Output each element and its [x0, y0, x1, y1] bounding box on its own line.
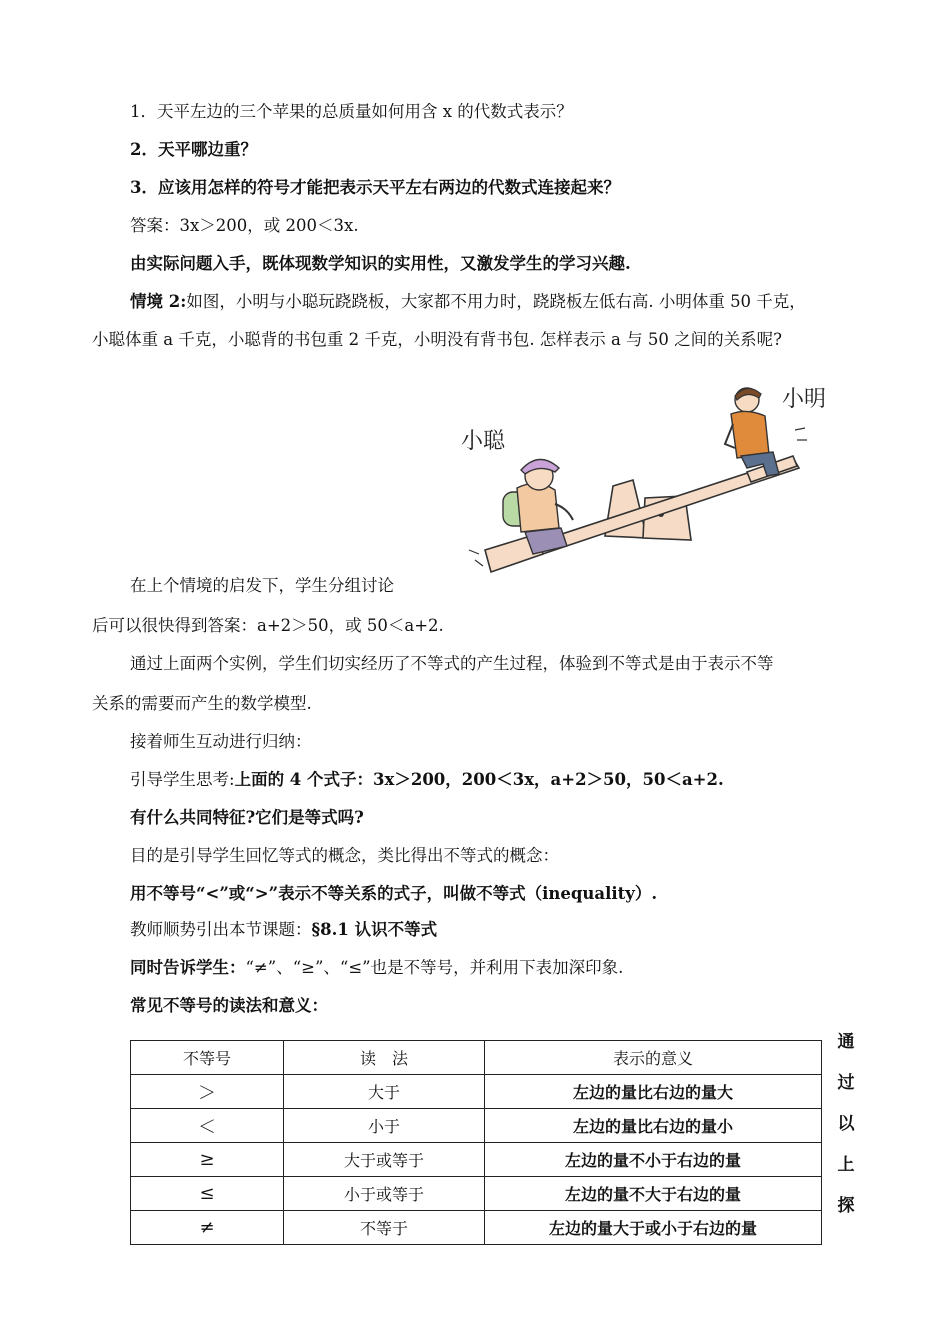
scenario-2-line-2: 小聪体重 a 千克，小聪背的书包重 2 千克，小明没有背书包. 怎样表示 a 与 50 之间的关系呢? — [92, 330, 782, 349]
discussion-line-2: 后可以很快得到答案：a+2＞50，或 50＜a+2. — [92, 616, 444, 635]
side-char: 通 — [837, 1032, 855, 1052]
table-header-symbol: 不等号 — [131, 1041, 284, 1075]
summary-line-1: 通过上面两个实例，学生们切实经历了不等式的产生过程，体验到不等式是由于表示不等 — [130, 654, 774, 673]
seesaw-illustration — [455, 378, 850, 578]
scenario-2-label: 情境 2: — [130, 292, 187, 311]
inequality-table — [130, 1040, 822, 1245]
table-row — [131, 1075, 822, 1109]
topic-prefix: 教师顺势引出本节课题： — [130, 920, 312, 939]
table-title: 常见不等号的读法和意义： — [130, 996, 328, 1015]
purpose-line: 目的是引导学生回忆等式的概念，类比得出不等式的概念： — [130, 846, 559, 865]
table-cell-symbol: ＜ — [131, 1109, 284, 1143]
side-char: 探 — [837, 1196, 855, 1216]
table-cell-meaning: 左边的量比右边的量大 — [485, 1075, 822, 1109]
table-row — [131, 1177, 822, 1211]
definition-line: 用不等号“<”或“>”表示不等关系的式子，叫做不等式（inequality）. — [130, 884, 658, 903]
tell-line — [130, 956, 623, 980]
table-cell-meaning: 左边的量不大于右边的量 — [485, 1177, 822, 1211]
table-cell-symbol: ≤ — [131, 1177, 284, 1211]
common-question: 有什么共同特征?它们是等式吗? — [130, 808, 364, 827]
guide-expressions: 上面的 4 个式子：3x＞200，200＜3x，a+2＞50，50＜a+2. — [234, 770, 724, 789]
scenario-2-text-1: 如图，小明与小聪玩跷跷板，大家都不用力时，跷跷板左低右高. 小明体重 50 千克， — [186, 292, 806, 311]
question-3: 3．应该用怎样的符号才能把表示天平左右两边的代数式连接起来？ — [130, 178, 620, 197]
induce-line: 接着师生互动进行归纳： — [130, 732, 312, 751]
scenario-2-line-1 — [130, 290, 806, 314]
remark-1: 由实际问题入手，既体现数学知识的实用性，又激发学生的学习兴趣. — [130, 254, 631, 273]
side-char: 以 — [837, 1114, 855, 1134]
tell-prefix: 同时告诉学生： — [130, 958, 246, 977]
side-vertical-text — [834, 1030, 858, 1235]
answer-1: 答案：3x＞200，或 200＜3x. — [130, 216, 359, 235]
table-header-reading: 读 法 — [284, 1041, 485, 1075]
table-row — [131, 1143, 822, 1177]
table-cell-reading: 大于或等于 — [284, 1143, 485, 1177]
summary-line-2: 关系的需要而产生的数学模型. — [92, 694, 312, 713]
discussion-line-1: 在上个情境的启发下，学生分组讨论 — [130, 576, 394, 595]
side-char: 过 — [837, 1073, 855, 1093]
table-cell-meaning: 左边的量大于或小于右边的量 — [485, 1211, 822, 1245]
table-cell-symbol: ＞ — [131, 1075, 284, 1109]
label-xiaocong: 小聪 — [461, 429, 506, 454]
label-xiaoming: 小明 — [782, 387, 827, 412]
table-cell-symbol: ≥ — [131, 1143, 284, 1177]
guide-line — [130, 768, 724, 792]
table-cell-reading: 小于或等于 — [284, 1177, 485, 1211]
tell-rest: “≠”、“≥”、“≤”也是不等号，并利用下表加深印象. — [245, 958, 624, 977]
side-char: 上 — [837, 1155, 855, 1175]
topic-title: §8.1 认识不等式 — [311, 920, 438, 939]
table-cell-reading: 不等于 — [284, 1211, 485, 1245]
guide-prefix: 引导学生思考: — [130, 770, 235, 789]
question-2: 2．天平哪边重？ — [130, 140, 257, 159]
table-row — [131, 1109, 822, 1143]
table-header-meaning: 表示的意义 — [485, 1041, 822, 1075]
question-1: 1．天平左边的三个苹果的总质量如何用含 x 的代数式表示？ — [130, 102, 573, 121]
table-cell-meaning: 左边的量比右边的量小 — [485, 1109, 822, 1143]
table-cell-symbol: ≠ — [131, 1211, 284, 1245]
table-header-row — [131, 1041, 822, 1075]
table-cell-reading: 大于 — [284, 1075, 485, 1109]
table-row — [131, 1211, 822, 1245]
table-cell-reading: 小于 — [284, 1109, 485, 1143]
topic-line — [130, 918, 437, 942]
table-cell-meaning: 左边的量不小于右边的量 — [485, 1143, 822, 1177]
